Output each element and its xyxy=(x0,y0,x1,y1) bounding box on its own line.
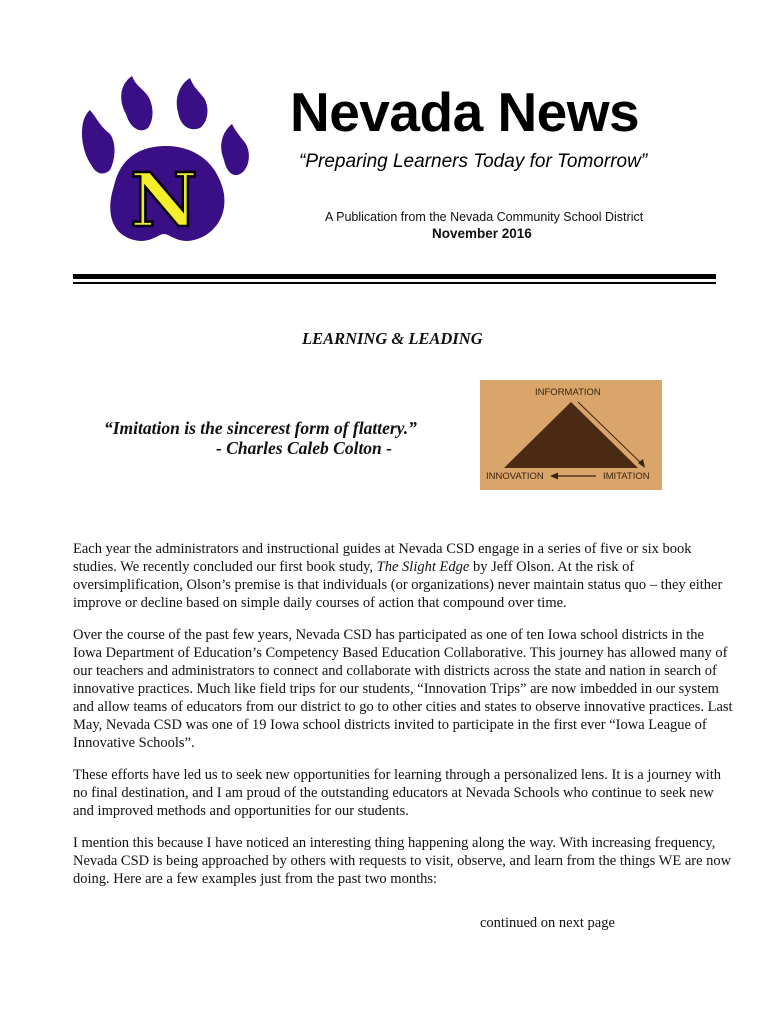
issue-date: November 2016 xyxy=(432,226,532,241)
continued-note: continued on next page xyxy=(480,915,615,931)
newsletter-title: Nevada News xyxy=(290,81,640,143)
section-heading: LEARNING & LEADING xyxy=(302,329,483,348)
body-paragraph: I mention this because I have noticed an interesting thing happening along the way. With increasing frequency, Nevada CSD is being approached by others with requests to visit, observe, and learn from the things WE are now doing. Here are a few examples just from the past two months: xyxy=(73,835,732,887)
header-divider-thick xyxy=(73,274,716,279)
publication-line: A Publication from the Nevada Community School District xyxy=(325,210,644,224)
logo-letter: N xyxy=(130,158,198,244)
quote-text: “Imitation is the sincerest form of flattery.” xyxy=(104,418,417,438)
article-body xyxy=(73,540,733,902)
quote-author: - Charles Caleb Colton - xyxy=(216,438,392,458)
newsletter-tagline: “Preparing Learners Today for Tomorrow” xyxy=(299,151,648,172)
body-paragraph: Each year the administrators and instructional guides at Nevada CSD engage in a series of five or six book studies. We recently concluded our first book study, The Slight Edge by Jeff Olson. At the risk of oversimplification, Olson’s premise is that individuals (or organizations) never maintain status quo – they either improve or decline based on simple daily courses of action that compound over time. xyxy=(73,541,723,611)
body-paragraph: These efforts have led us to seek new opportunities for learning through a personalized lens. It is a journey with no final destination, and I am proud of the outstanding educators at Nevada Schools who continue to seek new and improved methods and opportunities for our students. xyxy=(73,767,722,819)
paw-logo xyxy=(74,74,254,246)
diagram-label-imitation: IMITATION xyxy=(603,471,650,482)
body-paragraph: Over the course of the past few years, Nevada CSD has participated as one of ten Iowa school districts in the Iowa Department of Education’s Competency Based Education Collaborative. This journey has allowed many of our teachers and administrators to connect and collaborate with districts across the state and nation in search of innovative practices. Much like field trips for our students, “Innovation Trips” are now imbedded in our system and allow teams of educators from our district to go to other cities and states to observe innovative practices. Last May, Nevada CSD was one of 19 Iowa school districts invited to participate in the first ever “Iowa League of Innovative Schools”. xyxy=(73,627,733,751)
diagram-label-innovation: INNOVATION xyxy=(486,471,544,482)
diagram-label-information: INFORMATION xyxy=(535,387,601,398)
header-divider-thin xyxy=(73,282,716,284)
book-title: The Slight Edge xyxy=(376,559,470,575)
